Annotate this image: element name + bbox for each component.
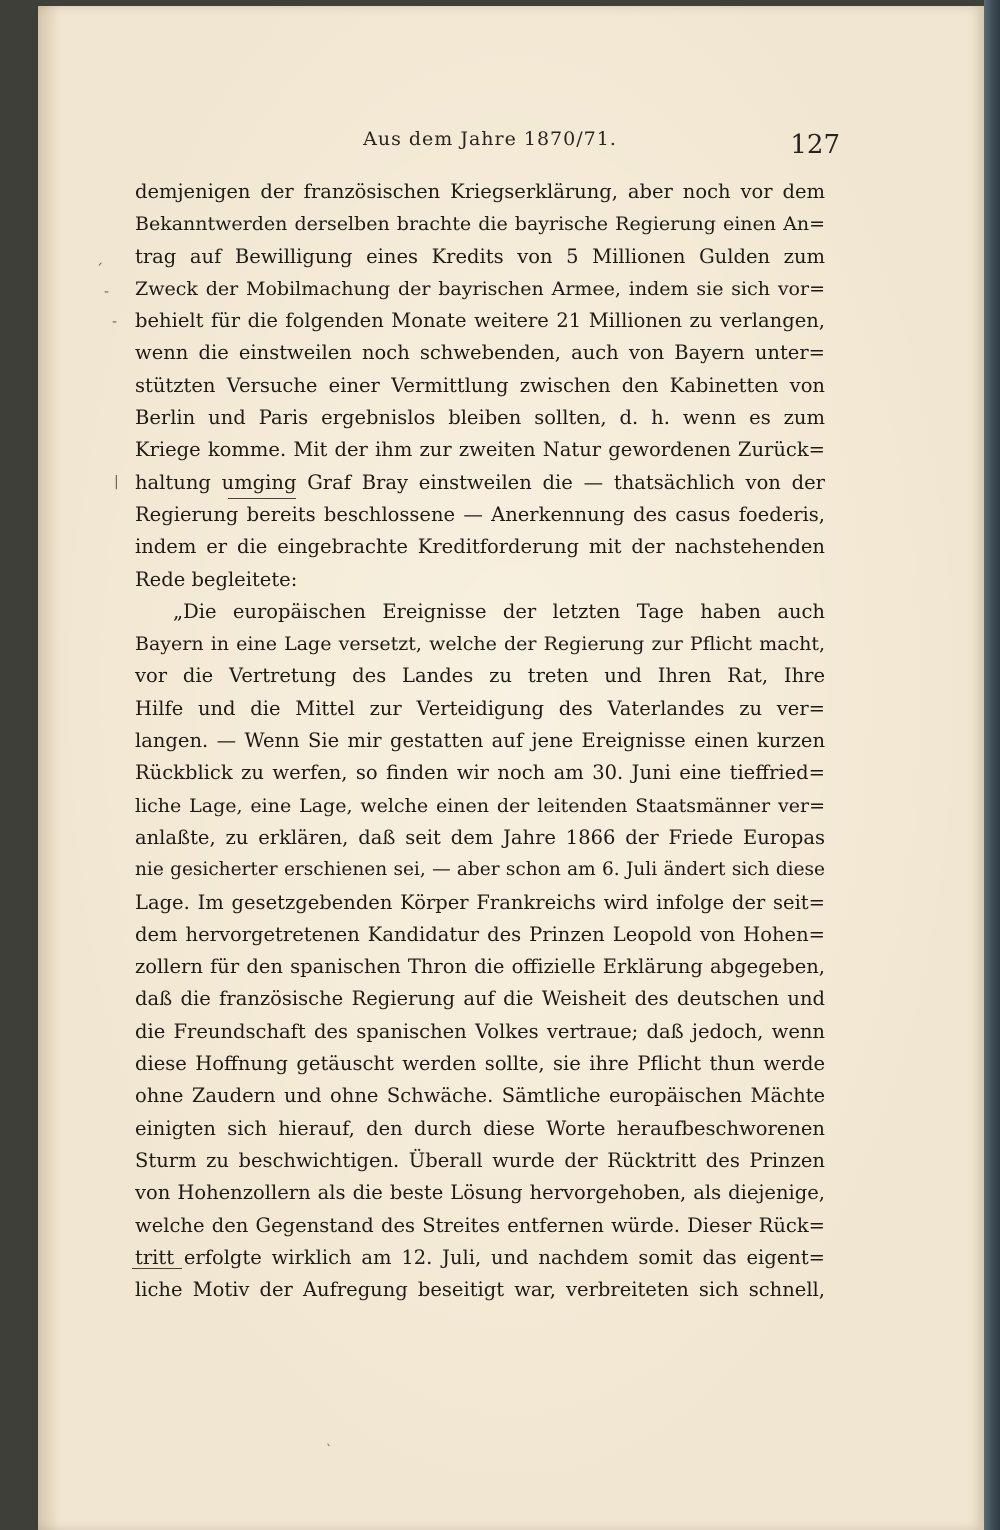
- text-line: Sturm zu beschwichtigen. Überall wurde der Rücktritt des Prinzen: [135, 1148, 825, 1172]
- text-line: daß die französische Regierung auf die Weisheit des deutschen und: [135, 987, 825, 1011]
- text-line: von Hohenzollern als die beste Lösung hervorgehoben, als diejenige,: [135, 1181, 825, 1205]
- text-line: Bayern in eine Lage versetzt, welche der Regierung zur Pflicht macht,: [135, 633, 825, 656]
- text-line: demjenigen der französischen Kriegserklärung, aber noch vor dem: [135, 180, 825, 203]
- text-line: welche den Gegenstand des Streites entfernen würde. Dieser Rück=: [135, 1213, 825, 1237]
- text-line: Hilfe und die Mittel zur Verteidigung des Vaterlandes zu ver=: [135, 696, 825, 720]
- text-line: einigten sich hierauf, den durch diese Worte heraufbeschworenen: [135, 1116, 825, 1140]
- text-line: Kriege komme. Mit der ihm zur zweiten Natur gewordenen Zurück=: [135, 438, 825, 462]
- running-title: Aus dem Jahre 1870/71.: [363, 128, 617, 150]
- text-line: liche Motiv der Aufregung beseitigt war, verbreiteten sich schnell,: [135, 1278, 825, 1302]
- paper-speck: ˎ: [326, 1432, 332, 1446]
- text-line: Rede begleitete:: [135, 567, 298, 591]
- page-number: 127: [790, 130, 840, 160]
- margin-pencil-mark: |: [114, 474, 119, 490]
- text-line: zollern für den spanischen Thron die offizielle Erklärung abgegeben,: [135, 955, 825, 979]
- text-line: Bekanntwerden derselben brachte die bayrische Regierung einen An=: [135, 213, 825, 236]
- text-line: anlaßte, zu erklären, daß seit dem Jahre 1866 der Friede Europas: [135, 825, 825, 849]
- text-line: tritt erfolgte wirklich am 12. Juli, und nachdem somit das eigent=: [135, 1245, 825, 1269]
- margin-pencil-mark: -: [112, 314, 118, 330]
- text-line: behielt für die folgenden Monate weitere 21 Millionen zu verlangen,: [135, 309, 825, 333]
- text-line: langen. — Wenn Sie mir gestatten auf jene Ereignisse einen kurzen: [135, 729, 825, 753]
- text-line: liche Lage, eine Lage, welche einen der leitenden Staatsmänner ver=: [135, 794, 825, 817]
- margin-pencil-mark: ˏ: [96, 250, 103, 266]
- text-line: die Freundschaft des spanischen Volkes vertraue; daß jedoch, wenn: [135, 1019, 825, 1043]
- text-line: haltung umging Graf Bray einstweilen die — thatsächlich von der: [135, 470, 825, 494]
- text-line: Lage. Im gesetzgebenden Körper Frankreichs wird infolge der seit=: [135, 890, 825, 914]
- text-line: dem hervorgetretenen Kandidatur des Prinzen Leopold von Hohen=: [135, 922, 825, 946]
- text-line: „Die europäischen Ereignisse der letzten Tage haben auch: [173, 599, 825, 623]
- text-line: Berlin und Paris ergebnislos bleiben sollten, d. h. wenn es zum: [135, 406, 825, 430]
- book-cover-edge: [984, 0, 1000, 1530]
- text-line: stützten Versuche einer Vermittlung zwischen den Kabinetten von: [135, 373, 825, 397]
- text-line: diese Hoffnung getäuscht werden sollte, sie ihre Pflicht thun werde: [135, 1052, 825, 1076]
- margin-pencil-mark: -: [104, 284, 110, 300]
- text-line: vor die Vertretung des Landes zu treten und Ihren Rat, Ihre: [135, 664, 825, 688]
- text-line: indem er die eingebrachte Kreditforderung mit der nachstehenden: [135, 535, 825, 559]
- text-line: nie gesicherter erschienen sei, — aber schon am 6. Juli ändert sich diese: [135, 859, 825, 881]
- text-line: Rückblick zu werfen, so finden wir noch am 30. Juni eine tieffried=: [135, 761, 825, 785]
- text-line: Zweck der Mobilmachung der bayrischen Armee, indem sie sich vor=: [135, 277, 825, 300]
- text-line: ohne Zaudern und ohne Schwäche. Sämtliche europäischen Mächte: [135, 1084, 825, 1108]
- text-line: Regierung bereits beschlossene — Anerkennung des casus foederis,: [135, 502, 825, 526]
- text-line: wenn die einstweilen noch schwebenden, auch von Bayern unter=: [135, 341, 825, 365]
- body-text: [135, 176, 825, 1306]
- text-line: trag auf Bewilligung eines Kredits von 5 Millionen Gulden zum: [135, 244, 825, 268]
